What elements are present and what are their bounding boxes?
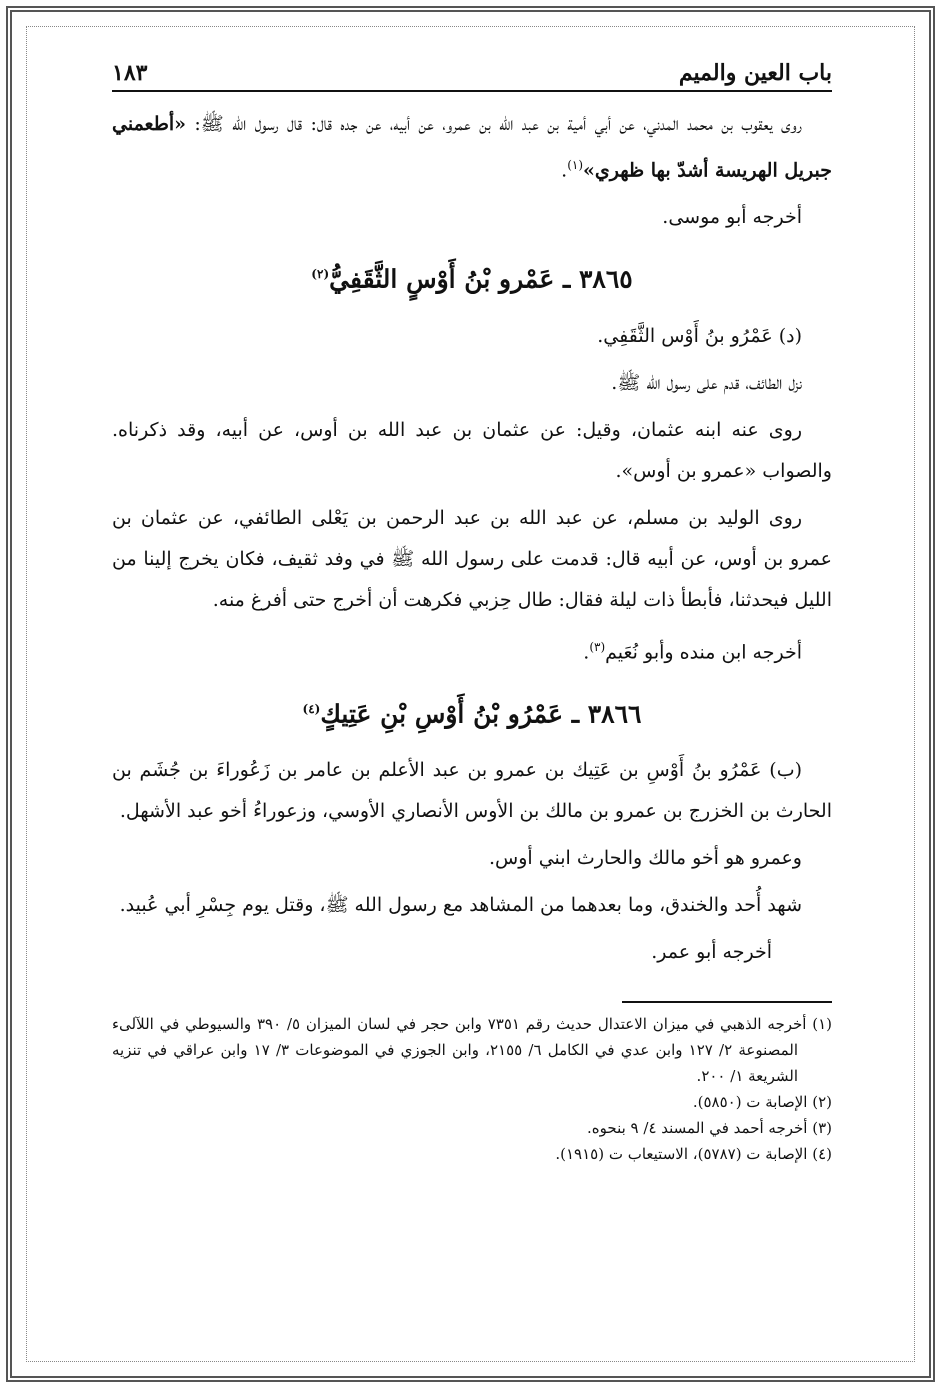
hadith-quote: «أطعمني جبريل الهريسة أشدّ بها ظهري» xyxy=(112,113,832,182)
entry2-paragraph-1: (ب) عَمْرُو بنُ أَوْسِ بن عَتِيك بن عمرو بن عبد الأعلم بن عامر بن زَعُوراءَ بن جُشَم بن الحارث بن الخزرج بن عمرو بن مالك بن الأوس الأنصاري الأوسي، وزعوراءُ أخو عبد الأشهل. xyxy=(112,759,832,823)
entry-heading-text: ٣٨٦٦ ـ عَمْرُو بْنُ أَوْسِ بْنِ عَتِيكٍ xyxy=(320,699,642,729)
page-number: ١٨٣ xyxy=(112,60,148,86)
entry-heading-3866 xyxy=(112,687,832,736)
intro-text: روى يعقوب بن محمد المدني، عن أبي أمية بن عبد الله بن عمرو، عن أبيه، عن جده قال: قال رسول الله ﷺ: xyxy=(194,113,802,135)
entry2-takhrij: أخرجه أبو عمر. xyxy=(651,941,772,964)
entry-heading-3865 xyxy=(112,252,832,301)
entry1-paragraph-4: روى الوليد بن مسلم، عن عبد الله بن عبد الرحمن بن يَعْلى الطائفي، عن عثمان بن عمرو بن أوس، عن أبيه قال: قدمت على رسول الله ﷺ في وفد ثقيف، فكان يخرج إلينا من الليل فيحدثنا، فأبطأ ذات ليلة فقال: طال حِزبي فكرهت أن أخرج حتى أفرغ منه. xyxy=(112,506,832,611)
entry2-paragraph-3: شهد أُحد والخندق، وما بعدهما من المشاهد مع رسول الله ﷺ، وقتل يوم جِسْرِ أبي عُبيد. xyxy=(119,894,802,917)
footnote-ref-3: (٣) xyxy=(589,639,606,654)
running-header xyxy=(112,60,832,92)
footnote-ref-2: (٢) xyxy=(311,267,330,282)
intro-takhrij: أخرجه أبو موسى. xyxy=(662,206,802,229)
footnote-3: (٣) أخرجه أحمد في المسند ٤/ ٩ بنحوه. xyxy=(587,1119,832,1138)
footnote-ref-4: (٤) xyxy=(302,701,321,716)
book-page xyxy=(112,60,832,1167)
intro-paragraph xyxy=(112,104,832,191)
entry1-takhrij xyxy=(112,627,832,673)
entry-heading-text: ٣٨٦٥ ـ عَمْرو بْنُ أَوْسٍ الثَّقَفِيُّ xyxy=(329,264,633,294)
entry2-paragraph-2: وعمرو هو أخو مالك والحارث ابني أوس. xyxy=(488,847,802,870)
entry1-takhrij-text: أخرجه ابن منده وأبو نُعَيم xyxy=(605,640,802,663)
entry1-paragraph-2: نزل الطائف، قدم على رسول الله ﷺ. xyxy=(611,371,802,394)
footnote-2: (٢) الإصابة ت (٥٨٥٠). xyxy=(692,1093,832,1112)
intro-end: . xyxy=(561,159,568,182)
footnote-4: (٤) الإصابة ت (٥٧٨٧)، الاستيعاب ت (١٩١٥). xyxy=(555,1145,832,1164)
footnote-1: (١) أخرجه الذهبي في ميزان الاعتدال حديث رقم ٧٣٥١ وابن حجر في لسان الميزان ٥/ ٣٩٠ والسيوطي في اللآلىء المصنوعة ٢/ ١٢٧ وابن عدي في الكامل ٦/ ٢١٥٥، وابن الجوزي في الموضوعات ٣/ ١٧ وابن عراقي في تنزيه الشريعة ١/ ٢٠٠. xyxy=(112,1015,833,1086)
chapter-title: باب العين والميم xyxy=(678,60,832,86)
entry1-paragraph-3: روى عنه ابنه عثمان، وقيل: عن عثمان بن عبد الله بن أوس، عن أبيه، وقد ذكرناه. والصواب «عمرو بن أوس». xyxy=(112,418,832,482)
entry1-takhrij-end: . xyxy=(583,640,590,663)
entry1-paragraph-1: (د) عَمْرُو بنُ أَوْس الثَّقَفِي. xyxy=(597,324,802,347)
footnote-separator xyxy=(622,1001,832,1003)
footnote-ref-1: (١) xyxy=(567,158,584,172)
footnotes xyxy=(112,1011,832,1167)
